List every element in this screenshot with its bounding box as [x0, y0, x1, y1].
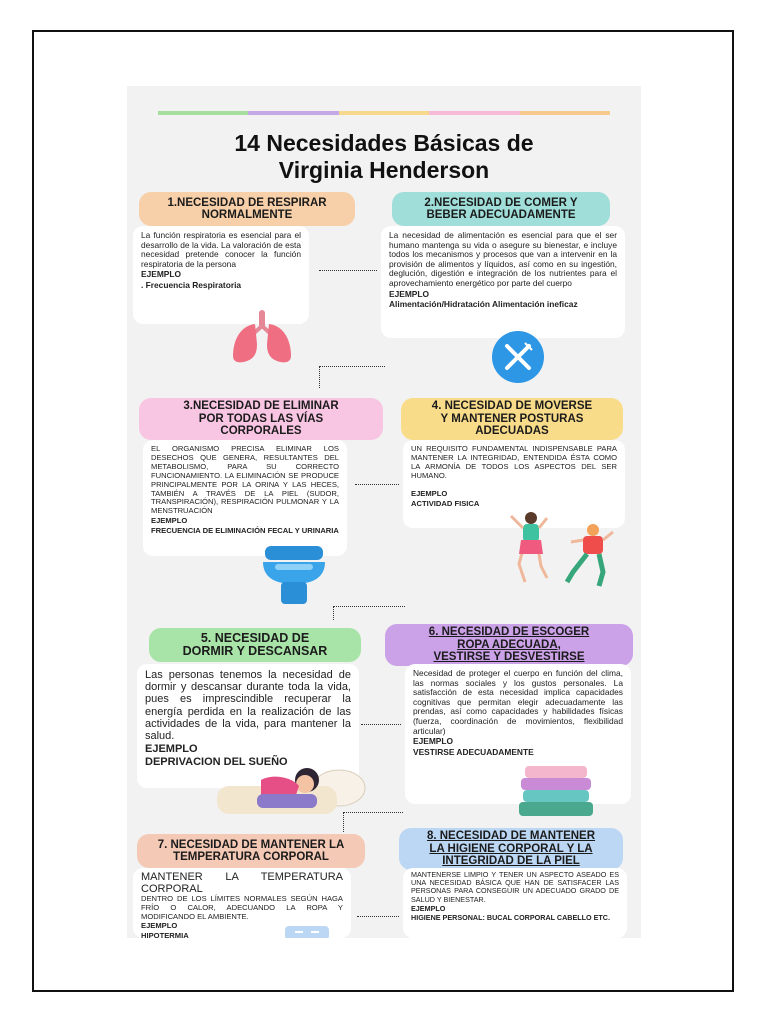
need-8-example-value: HIGIENE PERSONAL: BUCAL CORPORAL CABELLO ETC.	[411, 913, 610, 923]
need-8-title	[399, 828, 623, 870]
need-2-card	[381, 226, 625, 338]
need-6-title	[385, 624, 633, 666]
need-7-example-value: HIPOTERMIA	[141, 930, 189, 938]
need-1-example-label: EJEMPLO	[141, 269, 182, 280]
need-5-body: Las personas tenemos la necesidad de dormir y descansar durante toda la vida, pues es imprescindible recuperar la energía perdida en la realización de las actividades de la vida, para mantener la salud.	[145, 669, 351, 743]
need-2-title	[392, 192, 610, 226]
stripe-purple	[248, 111, 338, 115]
need-2-title-line-2: BEBER ADECUADAMENTE	[426, 209, 576, 221]
need-6-example-label: EJEMPLO	[413, 736, 454, 747]
connector-7-8	[357, 916, 399, 917]
need-7-title	[137, 834, 365, 868]
need-3-body: EL ORGANISMO PRECISA ELIMINAR LOS DESECHOS QUE GENERA, RESULTANTES DEL METABOLISMO, PARA SU CORRECTO FUNCIONAMIENTO. LA ELIMINACIÓN SE PRODUCE PRINCIPALMENTE POR LA ORINA Y LAS HECES, TAMBIÉN A TRAVÉS DE LA PIEL (SUDOR, TRANSPIRACIÓN), RESPIRACIÓN PULMONAR Y LA MENSTRUACIÓN	[151, 444, 339, 516]
toilet-base	[281, 582, 307, 604]
fork-knife-icon	[491, 330, 545, 384]
need-2-body: La necesidad de alimentación es esencial para que el ser humano mantenga su vida o asegure su bienestar, e incluye todos los mecanismos y procesos que van a intervenir en la provisión de alimentos y líquidos, así como en su ingestión, deglución, digestión e integración de los nutrientes para el aprovechamiento energético por parte del cuerpo	[389, 230, 617, 288]
need-8-card	[403, 868, 627, 938]
need-7-title-line-2: TEMPERATURA CORPORAL	[173, 851, 329, 863]
need-1-example-value: . Frecuencia Respiratoria	[141, 279, 242, 290]
need-3-title-line-3: CORPORALES	[220, 425, 302, 438]
need-1-title	[139, 192, 355, 226]
color-stripes	[158, 111, 610, 115]
folded-clothes-icon	[517, 762, 595, 822]
need-1-title-line-2: NORMALMENTE	[201, 209, 293, 221]
need-3-card	[143, 440, 347, 556]
title-line-1: 14 Necesidades Básicas de	[234, 130, 534, 156]
connector-6-7-horizontal	[343, 812, 403, 813]
need-3-example-label: EJEMPLO	[151, 516, 188, 526]
infographic	[127, 86, 641, 938]
page-title	[127, 130, 641, 184]
need-4-example-label: EJEMPLO	[411, 488, 448, 498]
need-4-title-line-3: ADECUADAS	[475, 425, 549, 438]
connector-2-3-down	[319, 366, 320, 388]
need-4-title	[401, 398, 623, 440]
dancing-people-icon	[507, 508, 617, 592]
connector-4-5-down	[333, 606, 334, 620]
lungs-icon	[229, 308, 295, 364]
need-1-body: La función respiratoria es esencial para el desarrollo de la vida. La valoración de esta necesidad pretende conocer la función respiratoria de la persona	[141, 230, 301, 269]
title-line-2: Virginia Henderson	[278, 157, 490, 183]
need-8-title-line-1: 8. NECESIDAD DE MANTENER	[426, 830, 596, 843]
connector-1-2	[319, 270, 377, 271]
connector-3-4	[355, 484, 399, 485]
need-5-title-line-2: DORMIR Y DESCANSAR	[182, 644, 328, 658]
need-4-title-line-2: Y MANTENER POSTURAS	[440, 412, 584, 425]
toilet-tank	[265, 546, 323, 560]
need-8-title-line-3: INTEGRIDAD DE LA PIEL	[442, 855, 580, 868]
thermometer-icon	[285, 924, 329, 938]
connector-6-7-down	[343, 812, 344, 832]
need-8-example-label: EJEMPLO	[411, 903, 446, 913]
connector-4-5-horizontal	[333, 606, 405, 607]
need-8-body: MANTENERSE LIMPIO Y TENER UN ASPECTO ASEADO ES UNA NECESIDAD BÁSICA QUE HAN DE SATISFACER LAS PERSONAS PARA CONSEGUIR UN ADECUADO GRADO DE SALUD Y BIENESTAR.	[411, 870, 619, 904]
need-7-body: DENTRO DE LOS LÍMITES NORMALES SEGÚN HAGA FRÍO O CALOR, ADECUANDO LA ROPA Y MODIFICANDO EL AMBIENTE.	[141, 894, 343, 921]
need-3-example-value: FRECUENCIA DE ELIMINACIÓN FECAL Y URINARIA	[151, 526, 339, 536]
need-7-example-label: EJEMPLO	[141, 921, 178, 931]
need-4-body: UN REQUISITO FUNDAMENTAL INDISPENSABLE PARA MANTENER LA INTEGRIDAD, ENTENDIDA ÉSTA COMO LA ARMONÍA DE TODOS LOS ASPECTOS DEL SER HUMANO.	[411, 444, 617, 480]
need-1-title-line-1: 1.NECESIDAD DE RESPIRAR	[167, 196, 327, 209]
connector-2-3-horizontal	[319, 366, 385, 367]
sleeping-person-icon	[211, 758, 367, 818]
need-2-example-label: EJEMPLO	[389, 288, 430, 299]
stripe-pink	[429, 111, 519, 115]
stripe-yellow	[339, 111, 429, 115]
need-7-title-line-1: 7. NECESIDAD DE MANTENER LA	[157, 838, 345, 851]
need-6-body: Necesidad de proteger el cuerpo en función del clima, las normas sociales y los gustos personales. La satisfacción de esta necesidad implica capacidades cognitivas que permitan elegir adecuadamente las prendas, así como capacidades y habilidades físicas (fuerza, coordinación de movimientos, flexibilidad articular)	[413, 668, 623, 736]
need-8-title-line-2: LA HIGIENE CORPORAL Y LA	[429, 842, 593, 855]
need-6-title-line-3: VESTIRSE Y DESVESTIRSE	[433, 651, 585, 664]
need-5-example-label: EJEMPLO	[145, 743, 198, 756]
need-4-example-value: ACTIVIDAD FISICA	[411, 498, 480, 508]
stripe-orange	[520, 111, 610, 115]
need-3-title-line-2: POR TODAS LAS VÍAS	[198, 412, 324, 425]
need-5-title	[149, 628, 361, 662]
need-4-title-line-1: 4. NECESIDAD DE MOVERSE	[431, 400, 593, 413]
connector-5-6	[361, 724, 401, 725]
need-3-title-line-1: 3.NECESIDAD DE ELIMINAR	[183, 400, 339, 413]
need-5-example-value: DEPRIVACION DEL SUEÑO	[145, 756, 288, 769]
need-7-lead: MANTENER LA TEMPERATURA CORPORAL	[141, 871, 343, 896]
need-2-title-line-1: 2.NECESIDAD DE COMER Y	[424, 196, 578, 209]
stripe-green	[158, 111, 248, 115]
need-3-title	[139, 398, 383, 440]
need-6-example-value: VESTIRSE ADECUADAMENTE	[413, 746, 534, 757]
need-2-example-value: Alimentación/Hidratación Alimentación ineficaz	[389, 299, 578, 310]
need-6-title-line-2: ROPA ADECUADA,	[457, 638, 561, 651]
need-5-title-line-1: 5. NECESIDAD DE	[200, 630, 310, 645]
need-6-title-line-1: 6. NECESIDAD DE ESCOGER	[428, 626, 590, 639]
toilet-icon	[261, 544, 327, 608]
